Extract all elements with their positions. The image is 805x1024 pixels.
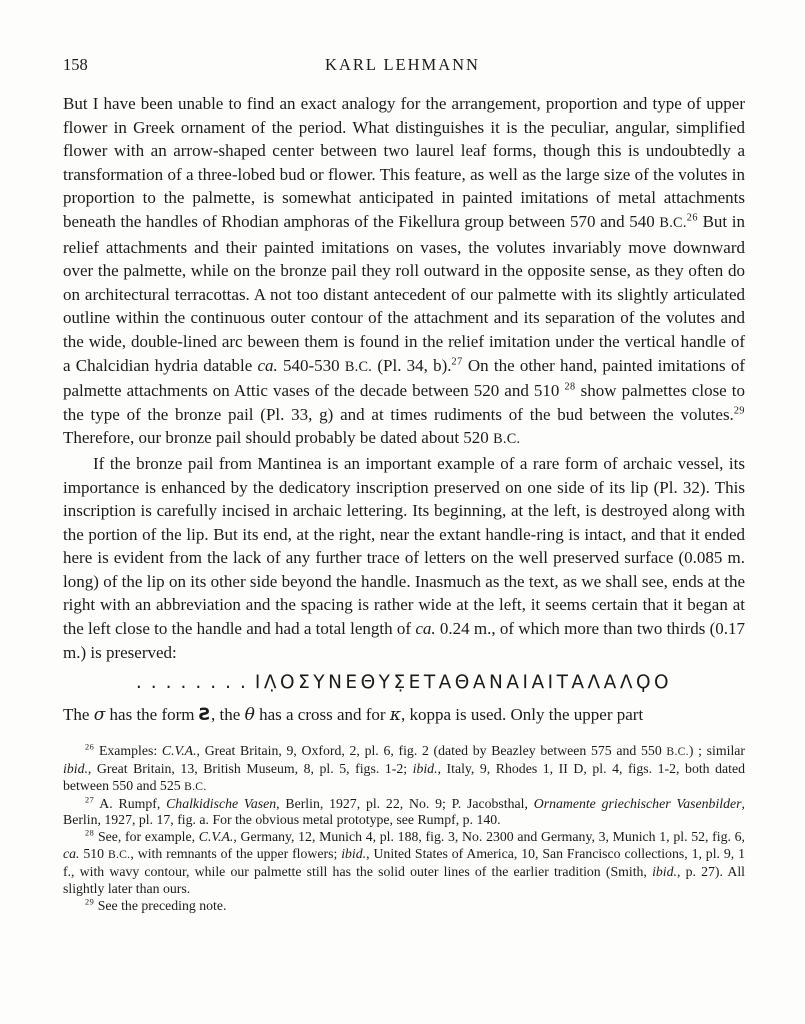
text-run: B.C. (344, 358, 373, 375)
text-run: If the bronze pail from Mantinea is an important example of a rare form of archaic vessel, its importance is enhanced by the dedicatory inscription preserved on one side of its lip (Pl. 32). This inscription is carefully incised in archaic lettering. Its beginning, at the left, is destroyed along with the portion of the lip. But its end, at the right, near the extant handle-ring is intact, and that it ended here is evident from the lack of any further trace of letters on the well preserved surface (0.085 m. long) of the lip on its other side beyond the handle. Inasmuch as the text, as we shall see, ends at the right with an abbreviation and the spacing is rather wide at the left, it seems certain that it began at the left close to the handle and had a total length of (63, 453, 745, 639)
text-run: Chalkidische Vasen (166, 795, 277, 811)
text-run: ........ (135, 672, 255, 694)
inscription-line (63, 671, 745, 695)
text-run: ibid. (63, 760, 88, 776)
text-run: On the other hand, painted imitations of palmette attachments on Attic vases of the decade between 520 and 510 (63, 355, 746, 401)
footnote-29 (63, 898, 745, 915)
body-text (63, 92, 745, 915)
text-run: C.V.A. (198, 829, 234, 845)
footnote-26 (63, 743, 745, 796)
text-run: , Berlin, 1927, pl. 17, fig. a. For the obvious metal prototype, see Rumpf, p. 140. (63, 795, 745, 828)
text-run: Ƨ (198, 705, 212, 726)
text-run: B.C. (107, 848, 131, 862)
text-run: ibid. (341, 846, 367, 862)
text-run: 26 (686, 212, 698, 224)
text-run: The (63, 705, 94, 725)
paragraph-1 (63, 92, 745, 452)
text-run: 28 (564, 381, 576, 393)
text-run: , koppa is used. Only the upper part (400, 705, 644, 725)
footnotes-section (63, 743, 745, 915)
text-run: show palmettes close to the type of the bronze pail (Pl. 33, g) and at times rudiments of the bud between the volutes. (63, 381, 745, 424)
text-run: , United States of America, 10, San Francisco collections, 1, pl. 9, 1 f., with wavy contour, while our palmette still has the solid outer lines of the earlier tradition (Smith, (63, 846, 746, 880)
text-run: (Pl. 34, b). (372, 355, 452, 375)
text-run: But I have been unable to find an exact analogy for the arrangement, proportion and type of upper flower in Greek ornament of the period. What distinguishes it is the peculiar, angular, simplified flower with an arrow-shaped center between two laurel leaf forms, though this is undoubtedly a transformation of a three-lobed bud or flower. This feature, as well as the large size of the volutes in proportion to the palmette, is somewhat anticipated in painted imitations of metal attachments beneath the handles of Rhodian amphoras of the Fikellura group between 570 and 540 (63, 94, 745, 231)
running-title: KARL LEHMANN (325, 55, 480, 74)
text-run: But in relief attachments and their painted imitations on vases, the volutes invariably move downward over the palmette, while on the bronze pail they roll outward in the opposite sense, as they often do on architectural terracottas. A not too distant antecedent of our palmette with its slightly articulated outline within the continuous outer contour of the attachment and its separation of the volutes and the wide, double-lined arc beween them is found in the relief imitation under the vertical handle of a Chalcidian hydria datable (63, 211, 745, 375)
text-run: 29 (733, 405, 745, 417)
text-run: ) ; similar (688, 742, 745, 758)
page-header (0, 0, 805, 77)
text-run: has the form (105, 705, 199, 725)
footnote-28 (63, 829, 745, 898)
text-run: A. Rumpf, (94, 795, 167, 811)
text-run: B.C. (493, 431, 521, 448)
text-run: , Great Britain, 13, British Museum, 8, pl. 5, figs. 1-2; (87, 760, 413, 776)
text-run: B.C. (659, 214, 687, 231)
text-run: θ (244, 705, 255, 726)
text-run: 28 (85, 828, 95, 838)
text-run: , Great Britain, 9, Oxford, 2, pl. 6, fig. 2 (dated by Beazley between 575 and 550 (196, 742, 667, 758)
text-run: B.C. (184, 779, 207, 793)
text-run: Examples: (94, 742, 162, 758)
page-number: 158 (63, 55, 88, 74)
text-run: See, for example, (94, 829, 199, 845)
paragraph-2 (63, 452, 745, 664)
text-run: 27 (451, 355, 463, 367)
text-run: κ (389, 705, 401, 726)
text-run: C.V.A. (161, 742, 197, 758)
text-run: ca. (63, 846, 80, 862)
text-run: 540-530 (277, 355, 345, 375)
text-run: , the (211, 705, 245, 725)
text-run: σ (93, 705, 106, 726)
text-run: ibid. (412, 760, 438, 776)
text-run: See the preceding note. (94, 898, 227, 913)
text-run: 0.24 m., of which more than two thirds (0.17 m.) is preserved: (63, 619, 745, 662)
text-run: 26 (85, 742, 95, 752)
text-run: ca. (257, 355, 278, 375)
paragraph-3 (63, 703, 745, 728)
text-run: , Germany, 12, Munich 4, pl. 188, fig. 3, No. 2300 and Germany, 3, Munich 1, pl. 52, fig. 6, (233, 829, 746, 845)
text-run: ca. (415, 619, 436, 639)
footnote-27 (63, 796, 745, 830)
text-run: Therefore, our bronze pail should probably be dated about 520 (63, 428, 494, 448)
text-run: 27 (85, 794, 95, 804)
text-run: has a cross and for (254, 705, 390, 725)
text-run: 510 (79, 846, 108, 862)
text-run: Ornamente griechischer Vasenbilder (533, 795, 742, 811)
text-run: , Italy, 9, Rhodes 1, II D, pl. 4, figs. 1-2, both dated between 550 and 525 (63, 760, 745, 793)
text-run: , Berlin, 1927, pl. 22, No. 9; P. Jacobsthal, (276, 795, 534, 811)
text-run: ibid. (652, 864, 677, 880)
text-run: ΙΛ̣ΟΣΥΝΕΘΥΣ̣ΕΤΑΘΑΝΑΙΑΙΤΑΛΑΛϘΟ (254, 672, 673, 694)
text-run: B.C. (666, 744, 689, 758)
text-run: 29 (85, 897, 95, 907)
text-run: , p. 27). All slightly later than ours. (63, 864, 745, 897)
text-run: , with remnants of the upper flowers; (130, 846, 342, 862)
